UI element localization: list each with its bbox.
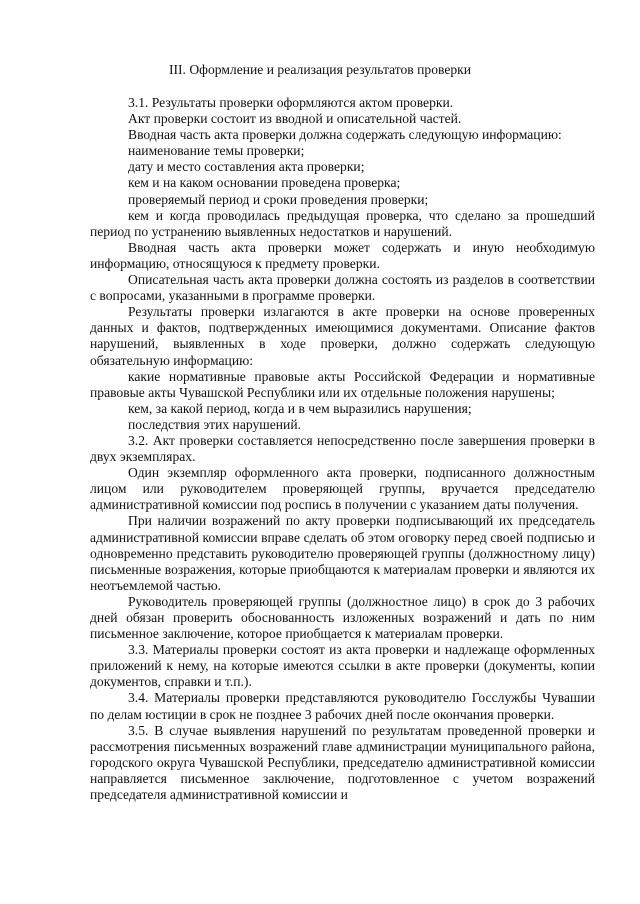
list-item: дату и место составления акта проверки; [128, 159, 365, 175]
list-item: кем и на каком основании проведена проверка; [128, 175, 401, 191]
list-item: последствия этих нарушений. [128, 416, 302, 432]
list-item: кем и когда проводилась предыдущая проверка, что сделано за прошедший период по устранению выявленных недостатков и нарушений. [90, 207, 595, 239]
paragraph: Результаты проверки излагаются в акте проверки на основе проверенных данных и фактов, подтвержденных имеющимися документами. Описание фактов нарушений, выявленных в ходе проверки, должно содержать следующую обязательную информацию: [90, 304, 595, 368]
paragraph: 3.1. Результаты проверки оформляются актом проверки. [128, 95, 454, 110]
paragraph: 3.5. В случае выявления нарушений по результатам проведенной проверки и рассмотрения письменных возражений главе администрации муниципального района, городского округа Чувашской Республики, председателю административной комиссии направляется письменное заключение, подготовленное с учетом возражений председателя административной комиссии и [90, 722, 595, 803]
paragraph: Один экземпляр оформленного акта проверки, подписанного должностным лицом или руководителем проверяющей группы, вручается председателю административной комиссии под роспись в получении с указанием даты получения. [90, 465, 595, 513]
paragraph: Акт проверки состоит из вводной и описательной частей. [128, 111, 462, 127]
paragraph: 3.4. Материалы проверки представляются руководителю Госслужбы Чувашии по делам юстиции в срок не позднее 3 рабочих дней после окончания проверки. [90, 690, 595, 722]
paragraph: Руководитель проверяющей группы (должностное лицо) в срок до 3 рабочих дней обязан проверить обоснованность изложенных возражений и дать по ним письменное заключение, которое приобщается к материалам проверки. [90, 593, 595, 642]
paragraph: Вводная часть акта проверки может содержать и иную необходимую информацию, относящуюся к предмету проверки. [90, 239, 595, 271]
paragraph: При наличии возражений по акту проверки подписывающий их председатель административной комиссии вправе сделать об этом оговорку перед своей подписью и одновременно представить руководителю проверяющей группы (должностному лицу) письменные возражения, которые приобщаются к материалам проверки и являются их неотъемлемой частью. [90, 513, 595, 593]
section-heading: III. Оформление и реализация результатов проверки [168, 62, 472, 77]
list-item: наименование темы проверки; [128, 143, 305, 159]
paragraph: Описательная часть акта проверки должна состоять из разделов в соответствии с вопросами, указанными в программе проверки. [90, 272, 595, 304]
list-item: кем, за какой период, когда и в чем выразились нарушения; [128, 400, 472, 416]
document-body [90, 95, 595, 803]
paragraph: Вводная часть акта проверки должна содержать следующую информацию: [128, 127, 562, 143]
paragraph: 3.2. Акт проверки составляется непосредственно после завершения проверки в двух экземплярах. [90, 432, 595, 465]
list-item: какие нормативные правовые акты Российской Федерации и нормативные правовые акты Чувашской Республики или их отдельные положения нарушены; [90, 368, 595, 400]
paragraph: 3.3. Материалы проверки состоят из акта проверки и надлежаще оформленных приложений к нему, на которые имеются ссылки в акте проверки (документы, копии документов, справки и т.п.). [90, 642, 595, 690]
list-item: проверяемый период и сроки проведения проверки; [128, 191, 429, 207]
